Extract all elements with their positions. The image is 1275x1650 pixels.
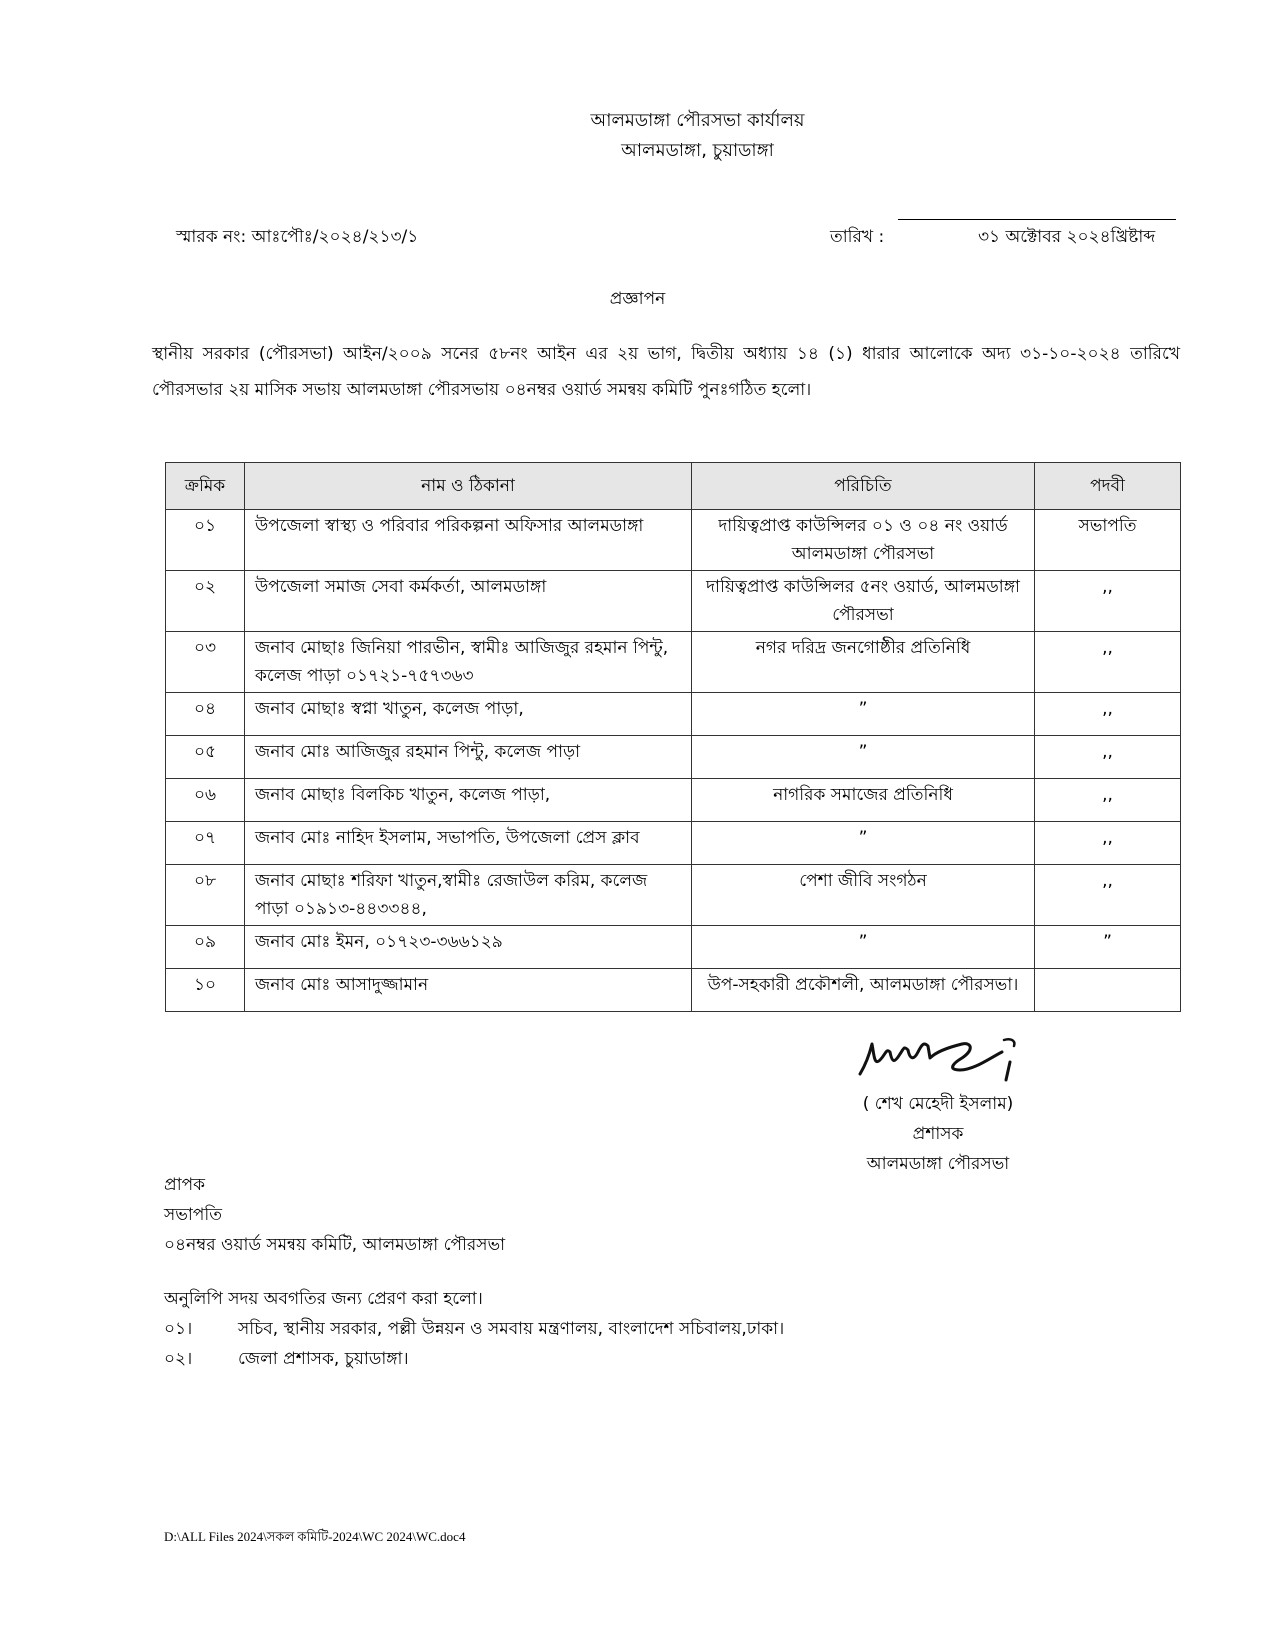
cell-position: সভাপতি — [1035, 510, 1181, 571]
table-row — [166, 779, 1181, 822]
cell-identity: ” — [692, 693, 1035, 736]
cell-position: ,, — [1035, 865, 1181, 926]
cell-position: ,, — [1035, 822, 1181, 865]
cell-serial: ০৩ — [166, 632, 245, 693]
table-row — [166, 510, 1181, 571]
date-label: তারিখ : — [830, 227, 885, 247]
cell-identity: ” — [692, 736, 1035, 779]
cell-position: ,, — [1035, 632, 1181, 693]
cell-name: জনাব মোঃ ইমন, ০১৭২৩-৩৬৬১২৯ — [245, 926, 692, 969]
cell-name: জনাব মোঃ নাহিদ ইসলাম, সভাপতি, উপজেলা প্রেস ক্লাব — [245, 822, 692, 865]
cell-serial: ০৫ — [166, 736, 245, 779]
cell-serial: ০২ — [166, 571, 245, 632]
signatory-block — [838, 1089, 1038, 1179]
cell-identity: নাগরিক সমাজের প্রতিনিধি — [692, 779, 1035, 822]
copy-number: ০২। — [164, 1349, 193, 1369]
cell-name: জনাব মোছাঃ শরিফা খাতুন,স্বামীঃ রেজাউল করিম, কলেজ পাড়া ০১৯১৩-৪৪৩৩৪৪, — [245, 865, 692, 926]
cell-name: জনাব মোছাঃ স্বপ্না খাতুন, কলেজ পাড়া, — [245, 693, 692, 736]
cell-serial: ০৯ — [166, 926, 245, 969]
signatory-office: আলমডাঙ্গা পৌরসভা — [866, 1154, 1010, 1174]
recipient-committee: ০৪নম্বর ওয়ার্ড সমন্বয় কমিটি, আলমডাঙ্গা পৌরসভা — [164, 1235, 506, 1255]
document-title: প্রজ্ঞাপন — [609, 289, 666, 309]
header-identity: পরিচিতি — [692, 463, 1035, 510]
memo-number: স্মারক নং: আঃপৌঃ/২০২৪/২১৩/১ — [176, 227, 419, 247]
copy-text: জেলা প্রশাসক, চুয়াডাঙ্গা। — [238, 1349, 409, 1369]
cell-name: জনাব মোছাঃ জিনিয়া পারভীন, স্বামীঃ আজিজুর রহমান পিন্টু, কলেজ পাড়া ০১৭২১-৭৫৭৩৬৩ — [245, 632, 692, 693]
cell-identity: দায়িত্বপ্রাপ্ত কাউন্সিলর ৫নং ওয়ার্ড, আলমডাঙ্গা পৌরসভা — [692, 571, 1035, 632]
cell-identity: দায়িত্বপ্রাপ্ত কাউন্সিলর ০১ ও ০৪ নং ওয়ার্ড আলমডাঙ্গা পৌরসভা — [692, 510, 1035, 571]
signatory-designation: প্রশাসক — [912, 1124, 964, 1144]
cell-position: ,, — [1035, 693, 1181, 736]
cell-name: উপজেলা স্বাস্থ্য ও পরিবার পরিকল্পনা অফিসার আলমডাঙ্গা — [245, 510, 692, 571]
table-row — [166, 969, 1181, 1012]
header-name-address: নাম ও ঠিকানা — [245, 463, 692, 510]
list-item — [164, 1314, 784, 1344]
copy-block — [164, 1284, 784, 1374]
header-serial: ক্রমিক — [166, 463, 245, 510]
cell-name: জনাব মোছাঃ বিলকিচ খাতুন, কলেজ পাড়া, — [245, 779, 692, 822]
recipient-block — [164, 1170, 505, 1260]
table-row — [166, 632, 1181, 693]
cell-serial: ১০ — [166, 969, 245, 1012]
recipient-title: সভাপতি — [164, 1205, 222, 1225]
office-name: আলমডাঙ্গা পৌরসভা কার্যালয় — [590, 110, 805, 131]
copy-intro: অনুলিপি সদয় অবগতির জন্য প্রেরণ করা হলো। — [164, 1289, 483, 1309]
cell-identity: উপ-সহকারী প্রকৌশলী, আলমডাঙ্গা পৌরসভা। — [692, 969, 1035, 1012]
intro-paragraph: স্থানীয় সরকার (পৌরসভা) আইন/২০০৯ সনের ৫৮নং আইন এর ২য় ভাগ, দ্বিতীয় অধ্যায় ১৪ (১) ধারার আলোকে অদ্য ৩১-১০-২০২৪ তারিখে পৌরসভার ২য় মাসিক সভায় আলমডাঙ্গা পৌরসভায় ০৪নম্বর ওয়ার্ড সমন্বয় কমিটি পুনঃগঠিত হলো। — [152, 344, 1180, 400]
recipient-label: প্রাপক — [164, 1175, 206, 1195]
cell-serial: ০৬ — [166, 779, 245, 822]
signatory-name: ( শেখ মেহেদী ইসলাম) — [862, 1094, 1014, 1114]
cell-identity: নগর দরিদ্র জনগোষ্ঠীর প্রতিনিধি — [692, 632, 1035, 693]
cell-position — [1035, 969, 1181, 1012]
cell-identity: ” — [692, 822, 1035, 865]
copy-number: ০১। — [164, 1319, 193, 1339]
table-row — [166, 865, 1181, 926]
committee-table — [165, 462, 1181, 1012]
copy-text: সচিব, স্থানীয় সরকার, পল্লী উন্নয়ন ও সমবায় মন্ত্রণালয়, বাংলাদেশ সচিবালয়,ঢাকা। — [238, 1319, 785, 1339]
table-row — [166, 822, 1181, 865]
cell-position: ,, — [1035, 779, 1181, 822]
signature — [852, 1030, 1042, 1088]
memo-date: ৩১ অক্টোবর ২০২৪খ্রিষ্টাব্দ — [978, 227, 1156, 247]
file-path-footer: D:\ALL Files 2024\সকল কমিটি-2024\WC 2024\WC.doc4 — [164, 1529, 466, 1544]
cell-position: ,, — [1035, 736, 1181, 779]
list-item — [164, 1344, 784, 1374]
cell-position: ” — [1035, 926, 1181, 969]
cell-name: জনাব মোঃ আজিজুর রহমান পিন্টু, কলেজ পাড়া — [245, 736, 692, 779]
table-row — [166, 693, 1181, 736]
table-row — [166, 926, 1181, 969]
cell-position: ,, — [1035, 571, 1181, 632]
cell-serial: ০৪ — [166, 693, 245, 736]
header-position: পদবী — [1035, 463, 1181, 510]
cell-serial: ০১ — [166, 510, 245, 571]
cell-name: জনাব মোঃ আসাদুজ্জামান — [245, 969, 692, 1012]
cell-name: উপজেলা সমাজ সেবা কর্মকর্তা, আলমডাঙ্গা — [245, 571, 692, 632]
cell-serial: ০৭ — [166, 822, 245, 865]
table-row — [166, 736, 1181, 779]
cell-identity: ” — [692, 926, 1035, 969]
date-underline — [898, 219, 1176, 220]
office-location: আলমডাঙ্গা, চুয়াডাঙ্গা — [621, 140, 774, 161]
table-row — [166, 571, 1181, 632]
table-header-row — [166, 463, 1181, 510]
cell-serial: ০৮ — [166, 865, 245, 926]
cell-identity: পেশা জীবি সংগঠন — [692, 865, 1035, 926]
